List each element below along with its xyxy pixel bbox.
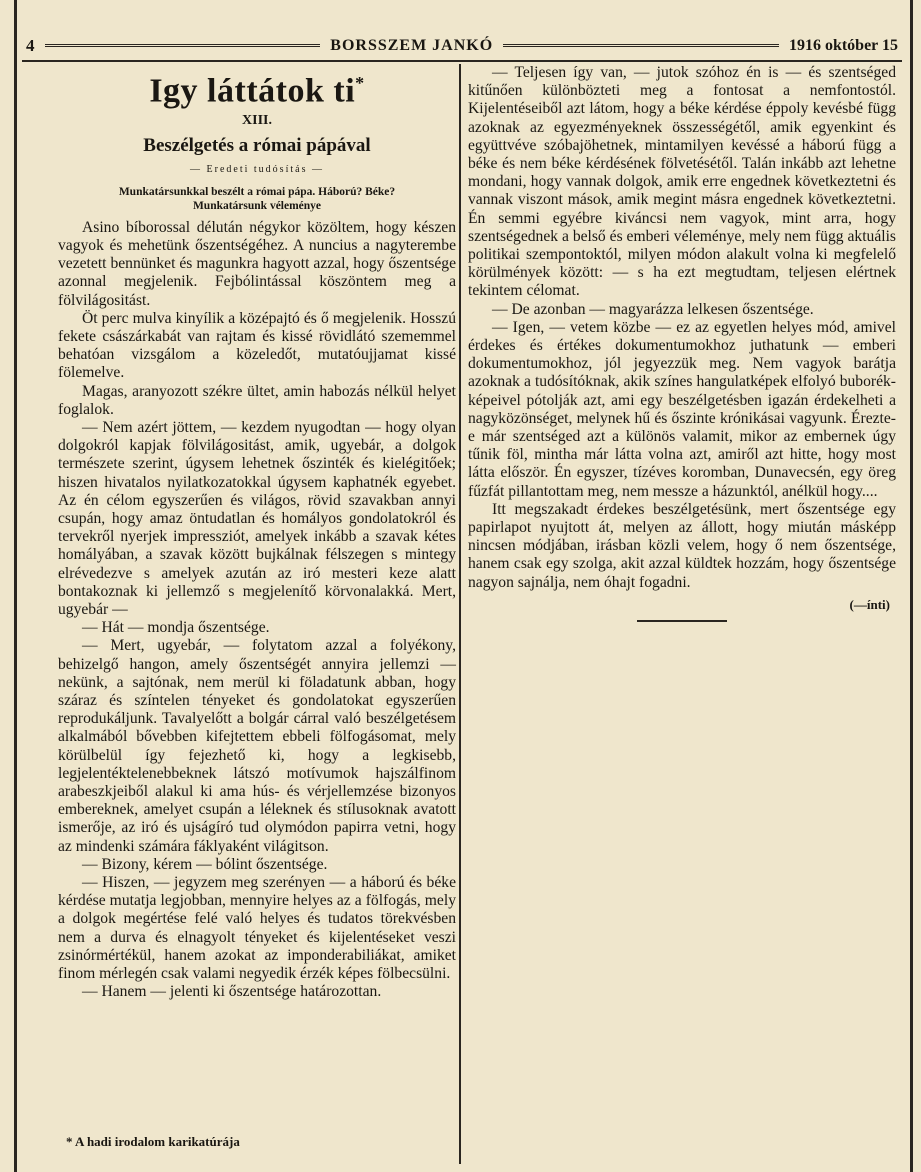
masthead-rule-left: [45, 44, 321, 49]
article-lead: [58, 185, 456, 213]
paragraph: — Mert, ugyebár, — folytatom azzal a folyékony, behizelgő hangon, amely őszentségét annyira jellemzi — nekünk, a sajtónak, nem merül ki föladatunk abban, hogy száraz és színtelen tényeket és gondolatokat egyszerűen reprodukáljunk. Tavalyelőtt a bolgár cárral való beszélgetésem alkalmából bővebben kifejtettem ebbeli fölfogásomat, mely körülbelül így fejezhető ki, hogy a legkisebb, legjelentéktelenebbeknek látszó motívumok hajszálfinom arabeszkjeiből alakul ki ama hús- és vérjellemzése bizonyos embereknek, amelyet csupán a léleknek és stílusoknak avatott ismerője, az iró és ujságíró tud olymódon papirra vetni, hogy az mindenki számára fáklyaként világitson.: [58, 637, 456, 855]
paragraph: — Igen, — vetem közbe — ez az egyetlen helyes mód, amivel érdekes és értékes dokumentumokhoz juthatunk — emberi dokumentumokhoz, jól jegyezzük meg. Nem vagyok barátja azoknak a tudósítóknak, akik színes hangulatképek elfolyó buborék-képeivel pótolják azt, ami egy beszélgetésben igazán érdekelheti a nagyközönséget, melynek hű és őszinte krónikásai vagyunk. Érezte-e már szentséged azt a különös valamit, mikor az embernek úgy tűnik föl, mintha már látta volna azt, amiről azt hitte, hogy most látta először. Én egyszer, tízéves koromban, Dunavecsén, egy öreg fűzfát pillantottam meg, nem messze a házunktól, anélkül hogy....: [468, 318, 896, 500]
paragraph: Asino bíborossal délután négykor közöltem, hogy készen vagyok és mehetünk őszentségéhez. A nuncius a nagyterembe vezetett bennünket és magunkra hagyott azzal, hogy őszentsége azonnal megjelenik. Fejbólintással köszöntem meg a fölvilágositást.: [58, 218, 456, 309]
article-lead-line-2: Munkatársunk véleménye: [192, 199, 322, 212]
title-footnote-mark: *: [355, 73, 365, 93]
issue-date: 1916 október 15: [788, 37, 898, 54]
article-subtitle: Beszélgetés a római pápával: [143, 134, 371, 156]
paragraph: — Hát — mondja őszentsége.: [82, 619, 270, 637]
left-column: [58, 64, 456, 1001]
paragraph: Itt megszakadt érdekes beszélgetésünk, mert őszentsége egy papirlapot nyujtott át, melyen az állott, hogy miután másképp nincsen módjában, irásban közli velem, hogy ő nem őszentsége, hanem csak egy szolga, akit azzal küldtek hozzám, hogy őszentsége nagyon sajnálja, nem óhajt fogadni.: [468, 500, 896, 591]
paragraph: Öt perc mulva kinyílik a középajtó és ő megjelenik. Hosszú fekete császárkabát van rajtam és kissé rövidlátó szememmel behatóan vizsgálom a közeledőt, mutatóujjamat kissé fölemelve.: [58, 309, 456, 382]
article-source: — Eredeti tudósítás —: [190, 163, 324, 175]
paragraph: — Hiszen, — jegyzem meg szerényen — a háború és béke kérdése mutatja legjobban, mennyire helyes az a fölfogás, mely a dolgok megértése felé való helyes és tudatos törekvésben nem a durva és elnagyolt tényeket és kijelentéseket veszi zsinórmértékül, hanem azokat az imponderabiliákat, amiket finom mérlegén csak valami negyedik érzék képes fölbecsülni.: [58, 874, 456, 983]
paragraph: — De azonban — magyarázza lelkesen őszentsége.: [492, 300, 814, 318]
author-signature: (—ínti): [849, 596, 890, 612]
paragraph: — Bizony, kérem — bólint őszentsége.: [82, 855, 328, 873]
masthead-rule-right: [503, 44, 779, 49]
article-end-rule: [637, 620, 727, 622]
header-divider: [22, 60, 902, 62]
page-border-left: [14, 0, 17, 1172]
paragraph: Magas, aranyozott székre ültet, amin habozás nélkül helyet foglalok.: [58, 382, 456, 418]
article-lead-line-1: Munkatársunkkal beszélt a római pápa. Háború? Béke?: [118, 185, 396, 198]
paragraph: — Nem azért jöttem, — kezdem nyugodtan — hogy olyan dolgokról kapjak fölvilágositást, amik, ugyebár, a dolgok természete szerint, úgysem lehetnek őszinték és kielégitőek; hiszen hivatalos nyilatkozatokkal úgysem kaphatnék egyebet. Az én célom egyszerűen és világos, rövid szavakban annyi csupán, hogy amaz öntudatlan és homályos gondolatokról és tervekről nyerjek impressziót, amelyek inkább a szavak kétes homályában, a szavak között bujkálnak félszegen s mintegy elrévedezve s amelyek azután az iró mesteri keze alatt bontakoznak ki jellemző s megjelenítő körvonalakká. Mert, ugyebár —: [58, 418, 456, 618]
paragraph: — Teljesen így van, — jutok szóhoz én is — és szentséged kitűnően különbözteti meg a fontosat a nemfontostól. Kijelentéseiből azt látom, hogy a béke kérdése éppoly kevésbé függ azoknak az egyezményeknek összességétől, amik egyenkint és együttvéve szóbajöhetnek, mintamilyen kevéssé a háború függ a béke és nem béke kérdésének fölvetésétől. Talán inkább azt lehetne mondani, hogy vannak dolgok, amik erre engednek következtetni és vannak viszont mások, amik megint másra engednek következtetni. Én semmi egyébre kiváncsi nem vagyok, mint arra, hogy szentségednek a belső és emberi véleménye, mely nem függ aktuális politikai szempontoktól, milyen módon alakult volna ki megfelelő körülmények között: — s ha ezt megtudtam, teljesen elértnek tekintem célomat.: [468, 64, 896, 300]
column-separator: [459, 64, 461, 1164]
article-title: Igy láttátok ti*: [149, 72, 365, 110]
footnote: * A hadi irodalom karikatúrája: [66, 1134, 240, 1149]
right-column: [468, 64, 896, 622]
paragraph: — Hanem — jelenti ki őszentsége határozottan.: [82, 983, 382, 1001]
publication-name: BORSSZEM JANKÓ: [330, 37, 494, 54]
article-number: XIII.: [242, 113, 272, 129]
masthead: [26, 36, 898, 56]
page-border-right: [910, 0, 913, 1172]
page-number: 4: [26, 36, 35, 55]
